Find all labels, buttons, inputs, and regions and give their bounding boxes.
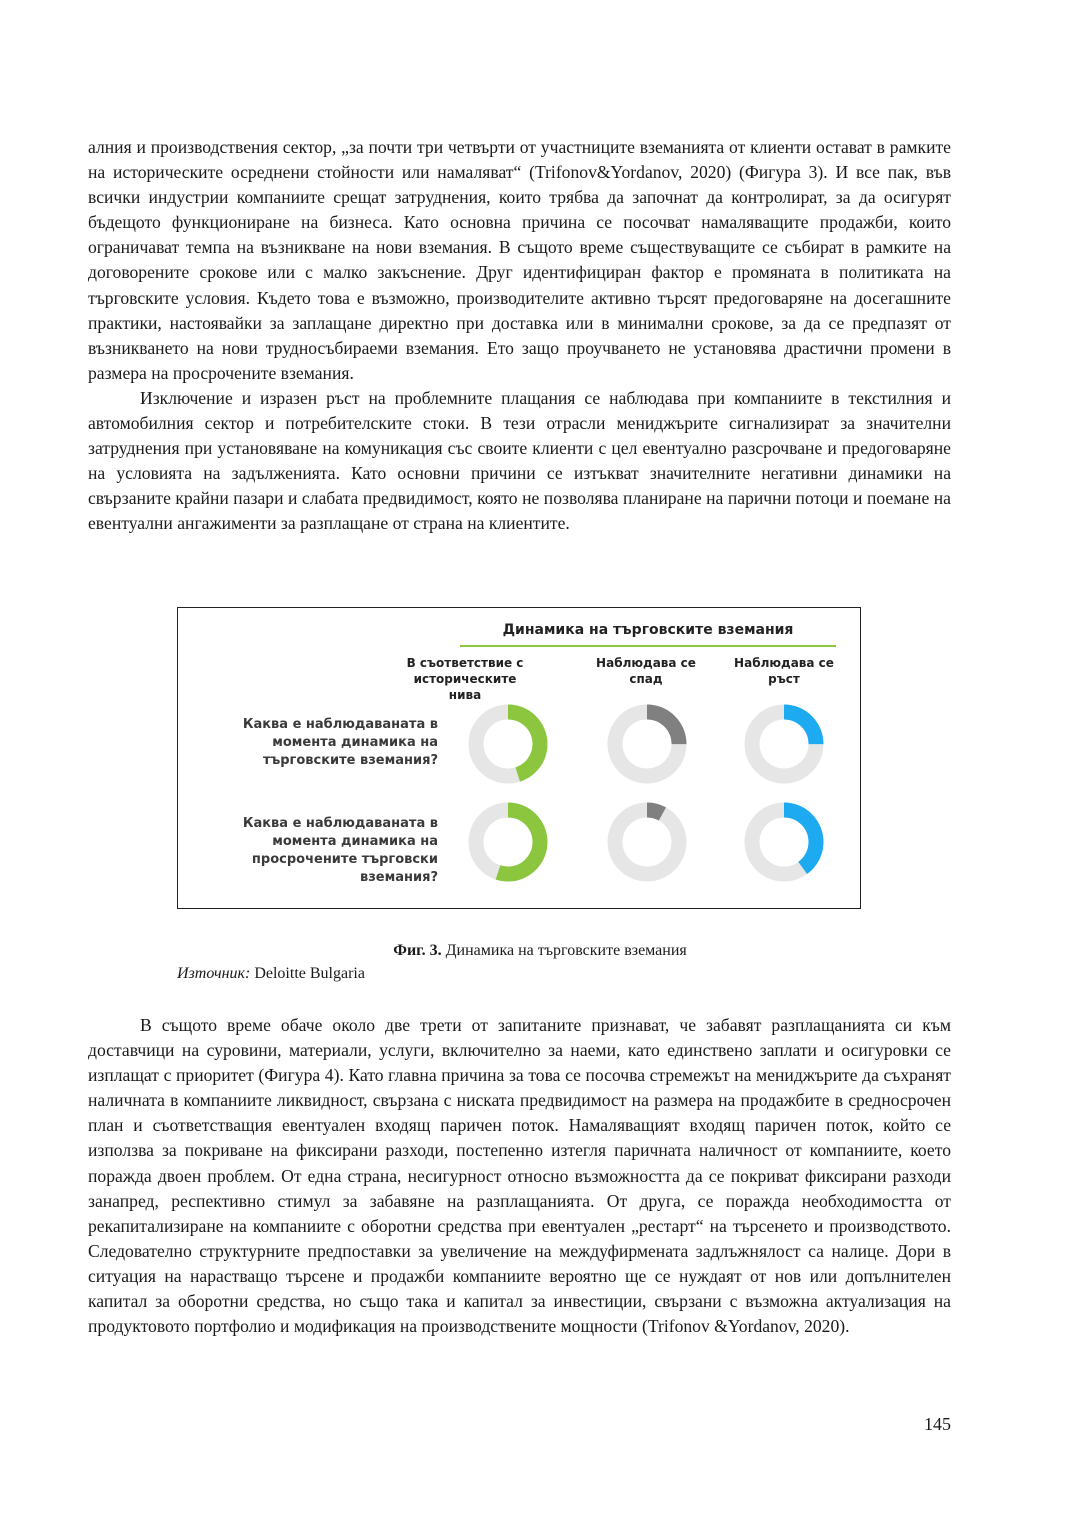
column-header-consistent: В съответствие с историческите нива bbox=[406, 656, 524, 702]
row-label-overdue: Каква е наблюдаваната в момента динамика на просрочените търговски вземания? bbox=[242, 816, 438, 885]
figure-label: Фиг. 3. bbox=[393, 942, 442, 959]
body-text-bottom bbox=[88, 1013, 951, 1339]
figure-caption bbox=[0, 940, 1080, 962]
donut-grid bbox=[178, 608, 860, 908]
paragraph-1: алния и производствения сектор, „за почти три четвърти от участниците вземанията от клиенти остават в рамките на историческите осреднени стойности или намаляват“ (Trifonov&Yordanov, 2020) (Фигура 3). И все пак, във всички индустрии компаниите срещат затруднения, които трябва да започнат да контролират, за да осигурят бъдещото функциониране на бизнеса. Като основна причина се посочват намаляващите продажби, които ограничават темпа на възникване на нови вземания. В същото време съществуващите се събират в рамките на договорените срокове или с малко закъснение. Друг идентифициран фактор е промяната в политиката на търговските условия. Където това е възможно, производителите активно търсят предоговаряне на досегашните практики, настоявайки за заплащане директно при доставка или в минимални срокове, за да се предпазят от възникването на нови трудносъбираеми вземания. Ето защо проучването не установява драстични промени в размера на просрочените вземания. bbox=[88, 137, 951, 383]
chart-title: Динамика на търговските вземания bbox=[502, 622, 794, 638]
column-header-decline: Наблюдава се спад bbox=[596, 656, 696, 686]
figure-caption-text: Динамика на търговските вземания bbox=[445, 942, 687, 959]
figure-source bbox=[177, 963, 365, 985]
source-value: Deloitte Bulgaria bbox=[254, 965, 365, 982]
donut-track-r2-decline bbox=[615, 810, 679, 874]
source-label: Източник: bbox=[177, 965, 251, 982]
paragraph-3: В същото време обаче около две трети от запитаните признават, че забавят разплащанията си към доставчици на суровини, материали, услуги, включително за наеми, като единствено заплати и осигуровки се изплащат с приоритет (Фигура 4). Като главна причина за това се посочва стремежът на мениджърите да съхранят наличната в компаниите ликвидност, свързана с ниската предвидимост на размера на продажбите в средносрочен план и съответстващия евентуален входящ паричен поток. Намаляващият входящ паричен поток, който се използва за покриване на фиксирани разходи, постепенно изтегля паричната наличност от компаниите, което поражда двоен проблем. От една страна, несигурност относно възможността да се покриват фиксирани разходи занапред, респективно стимул за забавяне на разплащанията. От друга, се поражда необходимостта от рекапитализиране на компаниите с оборотни средства при евентуален „рестарт“ на търсенето и производството. Следователно структурните предпоставки за увеличение на междуфирмената задлъжнялост са налице. Дори в ситуация на нарастващо търсене и продажби компаниите вероятно ще се нуждаят от нов или допълнителен капитал за оборотни средства, но също така и капитал за инвестиции, свързани с възможна актуализация на продуктовото портфолио и модификация на производствените мощности (Trifonov &Yordanov, 2020). bbox=[88, 1015, 951, 1337]
paragraph-2: Изключение и изразен ръст на проблемните плащания се наблюдава при компаниите в текстилния и автомобилния сектор и потребителските стоки. В тези отрасли мениджърите сигнализират за значителни затруднения при установяване на комуникация със своите клиенти с цел евентуално разсрочване и предоговаряне на условията на задълженията. Като основни причини се изтъкват значителните негативни динамики на свързаните крайни пазари и слабата предвидимост, която не позволява планиране на парични потоци и поемане на евентуални ангажименти за разплащане от страна на клиентите. bbox=[88, 387, 951, 534]
page-number: 145 bbox=[924, 1414, 951, 1434]
figure-3-chart bbox=[177, 607, 861, 909]
column-header-growth: Наблюдава се ръст bbox=[734, 656, 834, 686]
row-label-receivables: Каква е наблюдаваната в момента динамика на търговските вземания? bbox=[242, 717, 438, 768]
body-text-top bbox=[88, 135, 951, 537]
